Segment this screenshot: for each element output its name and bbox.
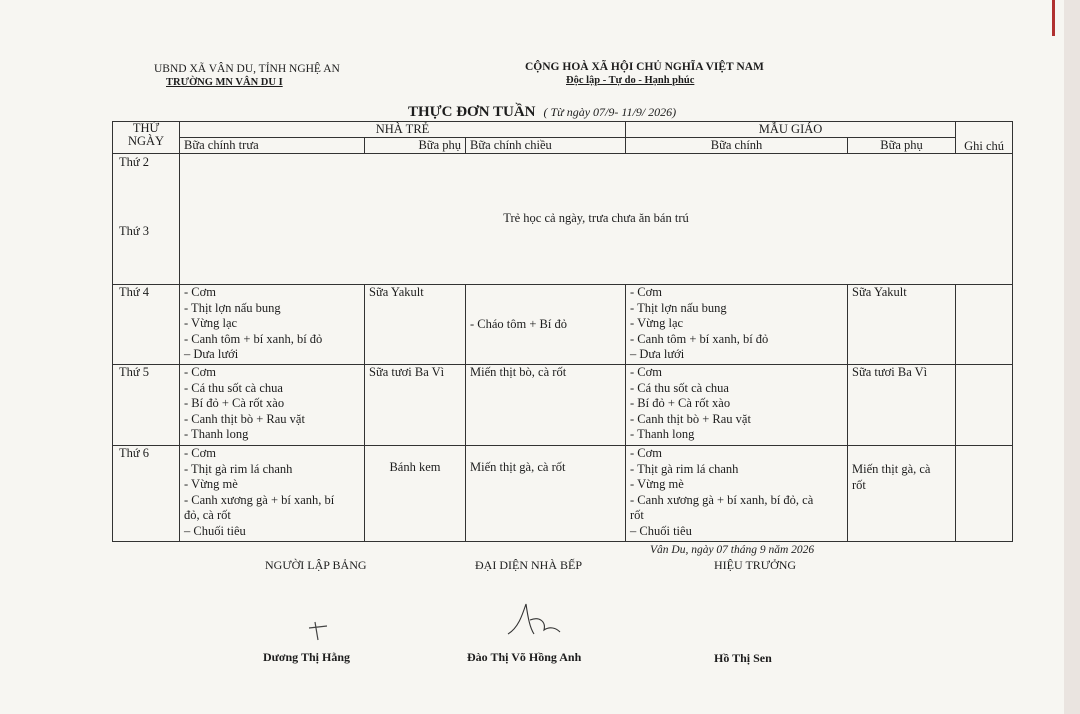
note-cell xyxy=(956,365,1013,446)
nt-main-cell: - Cơm - Thịt lợn nấu bung - Vừng lạc - Canh tôm + bí xanh, bí đỏ – Dưa lưới xyxy=(180,285,365,365)
day-label-thu3: Thứ 3 xyxy=(119,224,150,238)
national-title: CỘNG HOÀ XÃ HỘI CHỦ NGHĨA VIỆT NAM xyxy=(525,61,764,73)
scan-edge-mark xyxy=(1052,0,1055,36)
mg-snack-cell: Sữa Yakult xyxy=(848,285,956,365)
day-cell: Thứ 5 xyxy=(113,365,180,446)
nt-main-header: Bữa chính trưa xyxy=(180,138,365,154)
name-kitchen: Đào Thị Võ Hồng Anh xyxy=(467,650,582,664)
weekly-menu-table xyxy=(112,121,1013,542)
national-motto: Độc lập - Tự do - Hạnh phúc xyxy=(566,75,695,86)
mg-snack-cell: Sữa tươi Ba Vì xyxy=(848,365,956,446)
scan-edge-margin xyxy=(1064,0,1080,714)
day-cell xyxy=(113,154,180,285)
note-cell xyxy=(956,285,1013,365)
day-column-header: THỨ NGÀY xyxy=(113,122,180,154)
role-preparer: NGƯỜI LẬP BẢNG xyxy=(265,558,367,572)
nt-afternoon-header: Bữa chính chiều xyxy=(466,138,626,154)
document-title xyxy=(408,103,676,121)
nt-main-cell: - Cơm - Cá thu sốt cà chua - Bí đỏ + Cà rốt xào - Canh thịt bò + Rau vặt - Thanh long xyxy=(180,365,365,446)
nt-main-cell: - Cơm - Thịt gà rim lá chanh - Vừng mè - Canh xương gà + bí xanh, bí đỏ, cà rốt – Chuối tiêu xyxy=(180,446,365,542)
note-column-header: Ghi chú xyxy=(956,122,1013,154)
day-cell: Thứ 4 xyxy=(113,285,180,365)
preparer-signature xyxy=(305,618,335,646)
mg-snack-cell: Miến thịt gà, cà rốt xyxy=(848,446,956,542)
header-row-groups xyxy=(113,122,1013,138)
group-nha-tre: NHÀ TRẺ xyxy=(180,122,626,138)
role-principal: HIỆU TRƯỞNG xyxy=(714,558,797,572)
name-preparer: Dương Thị Hằng xyxy=(263,650,350,664)
menu-title: THỰC ĐƠN TUẦN xyxy=(408,104,536,120)
place-date: Vân Du, ngày 07 tháng 9 năm 2026 xyxy=(650,544,815,556)
nt-snack-header: Bữa phụ xyxy=(365,138,466,154)
day-cell: Thứ 6 xyxy=(113,446,180,542)
role-kitchen: ĐẠI DIỆN NHÀ BẾP xyxy=(475,558,582,572)
kitchen-signature xyxy=(500,598,570,643)
day-label-thu2: Thứ 2 xyxy=(119,155,150,169)
nt-snack-cell: Bánh kem xyxy=(365,446,466,542)
table-row xyxy=(113,285,1013,365)
mg-main-cell: - Cơm - Thịt lợn nấu bung - Vừng lạc - Canh tôm + bí xanh, bí đỏ – Dưa lưới xyxy=(626,285,848,365)
table-row xyxy=(113,365,1013,446)
mg-main-header: Bữa chính xyxy=(626,138,848,154)
mg-main-cell: - Cơm - Cá thu sốt cà chua - Bí đỏ + Cà rốt xào - Canh thịt bò + Rau vặt - Thanh long xyxy=(626,365,848,446)
nt-afternoon-cell: - Cháo tôm + Bí đỏ xyxy=(466,285,626,365)
issuer-authority: UBND XÃ VÂN DU, TỈNH NGHỆ AN xyxy=(154,63,340,75)
note-cell xyxy=(956,446,1013,542)
table-row xyxy=(113,446,1013,542)
mg-snack-header: Bữa phụ xyxy=(848,138,956,154)
nt-snack-cell: Sữa Yakult xyxy=(365,285,466,365)
nt-afternoon-cell: Miến thịt bò, cà rốt xyxy=(466,365,626,446)
group-mau-giao: MẪU GIÁO xyxy=(626,122,956,138)
no-lunch-banner: Trẻ học cả ngày, trưa chưa ăn bán trú xyxy=(180,154,1013,285)
date-range: ( Từ ngày 07/9- 11/9/ 2026) xyxy=(543,105,677,119)
header-row-meals xyxy=(113,138,1013,154)
nt-snack-cell: Sữa tươi Ba Vì xyxy=(365,365,466,446)
nt-afternoon-cell: Miến thịt gà, cà rốt xyxy=(466,446,626,542)
name-principal: Hồ Thị Sen xyxy=(714,651,772,665)
school-name: TRƯỜNG MN VÂN DU I xyxy=(166,77,283,88)
table-row-thu2-thu3 xyxy=(113,154,1013,285)
mg-main-cell: - Cơm - Thịt gà rim lá chanh - Vừng mè - Canh xương gà + bí xanh, bí đỏ, cà rốt – Chuối tiêu xyxy=(626,446,848,542)
